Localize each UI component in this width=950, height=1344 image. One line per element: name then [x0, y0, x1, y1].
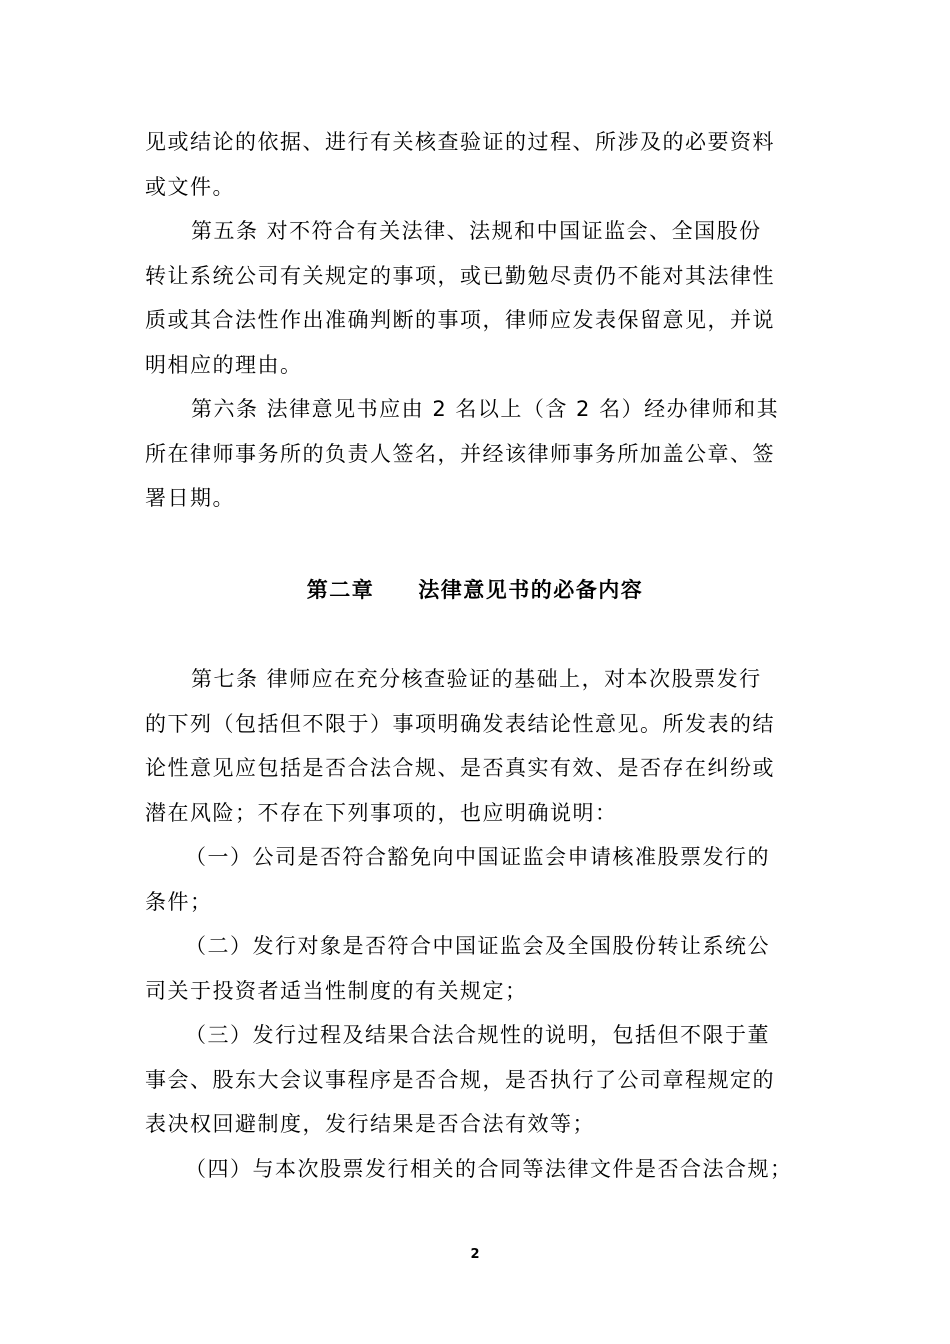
page-number: 2 — [470, 1247, 480, 1262]
paragraph-line: 事会、股东大会议事程序是否合规，是否执行了公司章程规定的 — [145, 1067, 775, 1092]
paragraph-line: 的下列（包括但不限于）事项明确发表结论性意见。所发表的结 — [145, 711, 775, 736]
body-text-section-2 — [145, 657, 810, 1191]
paragraph-line: 所在律师事务所的负责人签名，并经该律师事务所加盖公章、签 — [145, 441, 775, 466]
paragraph-line: 见或结论的依据、进行有关核查验证的过程、所涉及的必要资料 — [145, 130, 775, 154]
chapter-heading — [0, 570, 950, 610]
body-text-section-1 — [145, 120, 810, 521]
list-item-4-line: （四）与本次股票发行相关的合同等法律文件是否合法合规； — [185, 1156, 793, 1181]
chapter-title-text: 法律意见书的必备内容 — [418, 578, 644, 602]
paragraph-line: 司关于投资者适当性制度的有关规定； — [145, 978, 528, 1003]
paragraph-line: 潜在风险；不存在下列事项的，也应明确说明： — [145, 800, 618, 825]
paragraph-line: 表决权回避制度，发行结果是否合法有效等； — [145, 1112, 595, 1136]
article-6-line: 第六条 法律意见书应由 2 名以上（含 2 名）经办律师和其 — [191, 397, 780, 421]
list-item-2-line: （二）发行对象是否符合中国证监会及全国股份转让系统公 — [185, 934, 770, 958]
paragraph-line: 论性意见应包括是否合法合规、是否真实有效、是否存在纠纷或 — [145, 756, 775, 780]
paragraph-line: 条件； — [145, 889, 213, 914]
chapter-number: 第二章 — [306, 578, 375, 602]
list-item-3-line: （三）发行过程及结果合法合规性的说明，包括但不限于董 — [185, 1023, 770, 1047]
article-5-line: 第五条 对不符合有关法律、法规和中国证监会、全国股份 — [191, 219, 762, 243]
paragraph-line: 转让系统公司有关规定的事项，或已勤勉尽责仍不能对其法律性 — [145, 263, 775, 288]
paragraph-line: 明相应的理由。 — [145, 352, 303, 377]
paragraph-line: 或文件。 — [145, 174, 235, 199]
article-7-line: 第七条 律师应在充分核查验证的基础上，对本次股票发行 — [191, 667, 762, 691]
paragraph-line: 署日期。 — [145, 486, 235, 510]
list-item-1-line: （一）公司是否符合豁免向中国证监会申请核准股票发行的 — [185, 845, 770, 869]
paragraph-line: 质或其合法性作出准确判断的事项，律师应发表保留意见，并说 — [145, 308, 775, 332]
